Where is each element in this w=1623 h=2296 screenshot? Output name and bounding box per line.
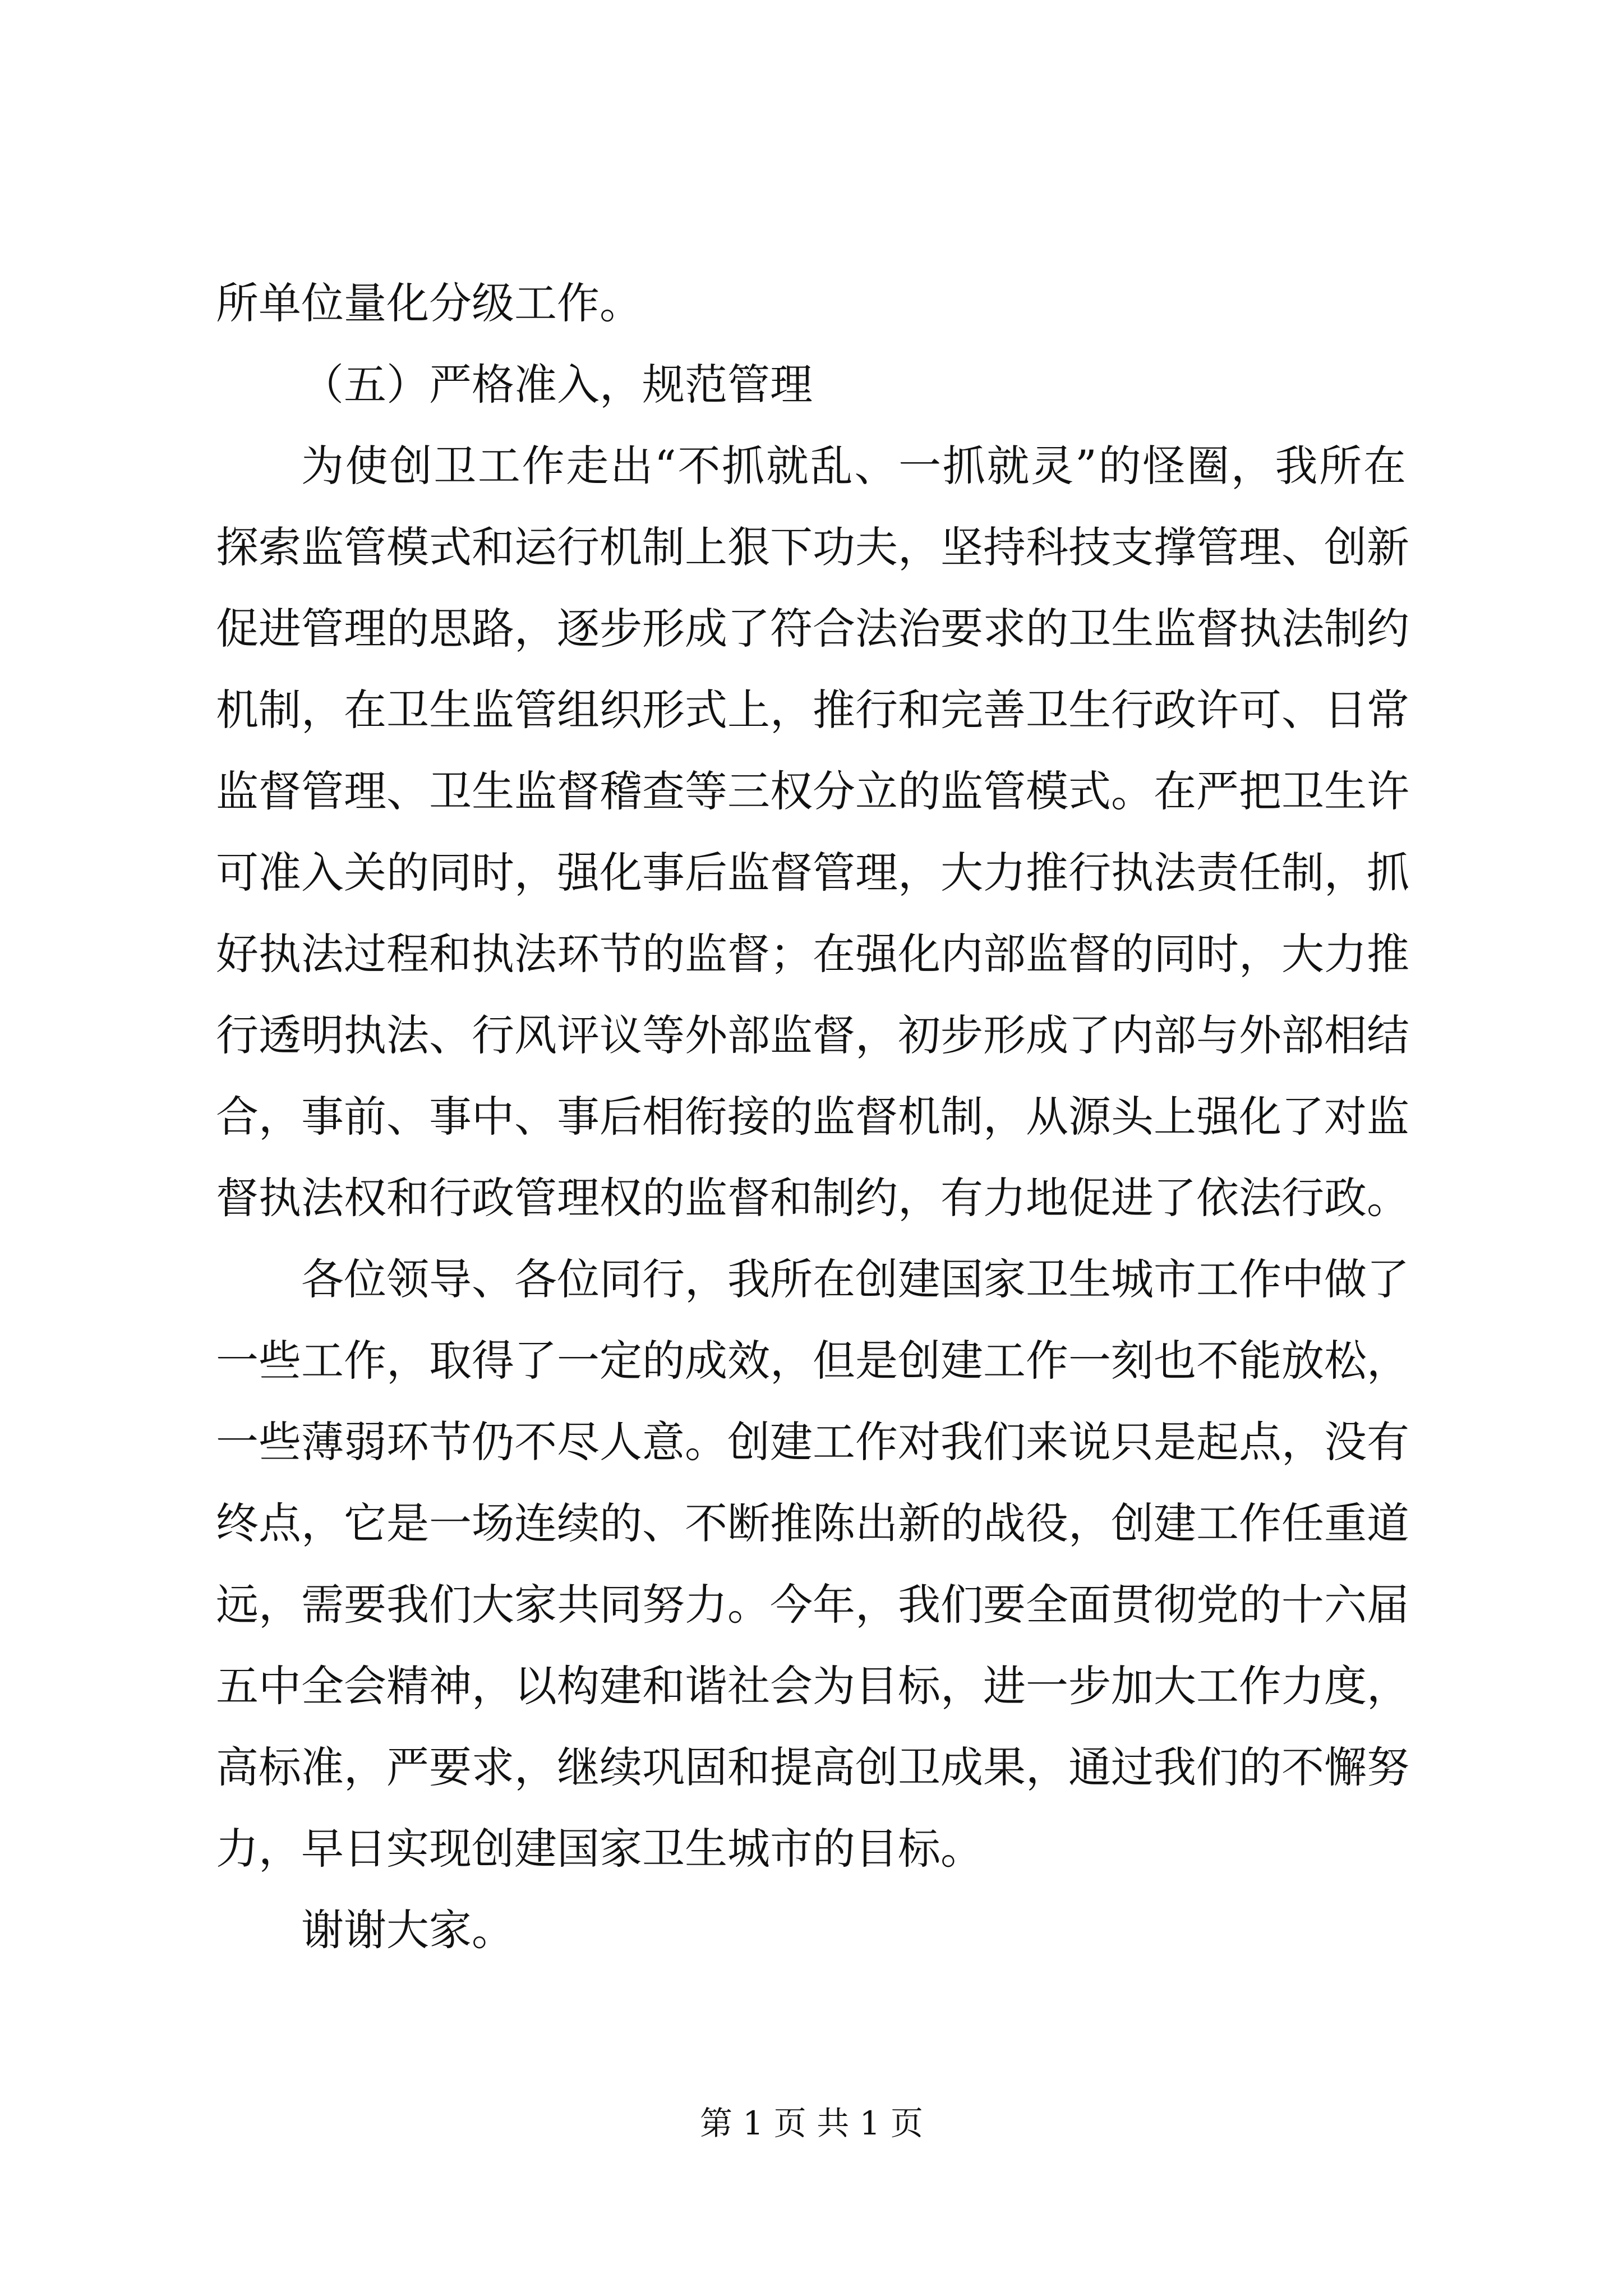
paragraph-line: 五中全会精神，以构建和谐社会为目标，进一步加大工作力度， — [216, 1661, 1409, 1711]
paragraph-line: 终点，它是一场连续的、不断推陈出新的战役，创建工作任重道 — [216, 1498, 1409, 1548]
paragraph-line: 远，需要我们大家共同努力。今年，我们要全面贯彻党的十六届 — [216, 1580, 1409, 1630]
paragraph-line: 督执法权和行政管理权的监督和制约，有力地促进了依法行政。 — [216, 1173, 1409, 1223]
paragraph-line: 好执法过程和执法环节的监督；在强化内部监督的同时，大力推 — [216, 929, 1409, 979]
document-body — [216, 263, 1409, 1971]
closing-line: 谢谢大家。 — [301, 1905, 514, 1955]
section-heading: （五）严格准入，规范管理 — [301, 360, 813, 409]
paragraph-line: 机制，在卫生监管组织形式上，推行和完善卫生行政许可、日常 — [216, 685, 1409, 735]
paragraph-line: 监督管理、卫生监督稽查等三权分立的监管模式。在严把卫生许 — [216, 766, 1409, 816]
paragraph-line: 高标准，严要求，继续巩固和提高创卫成果，通过我们的不懈努 — [216, 1742, 1409, 1792]
paragraph-line: 力，早日实现创建国家卫生城市的目标。 — [216, 1824, 983, 1874]
paragraph-line: 促进管理的思路，逐步形成了符合法治要求的卫生监督执法制约 — [216, 604, 1409, 654]
paragraph-line: 一些薄弱环节仍不尽人意。创建工作对我们来说只是起点，没有 — [216, 1417, 1409, 1467]
paragraph-line: 一些工作，取得了一定的成效，但是创建工作一刻也不能放松， — [216, 1336, 1409, 1386]
paragraph-line: 行透明执法、行风评议等外部监督，初步形成了内部与外部相结 — [216, 1010, 1409, 1060]
paragraph-line: 为使创卫工作走出“不抓就乱、一抓就灵”的怪圈，我所在 — [301, 441, 1406, 491]
paragraph-line: 各位领导、各位同行，我所在创建国家卫生城市工作中做了 — [301, 1254, 1409, 1304]
paragraph-line: 所单位量化分级工作。 — [216, 278, 642, 328]
page-footer: 第 1 页 共 1 页 — [700, 2104, 923, 2142]
paragraph-line: 合，事前、事中、事后相衔接的监督机制，从源头上强化了对监 — [216, 1092, 1409, 1142]
paragraph-line: 探索监管模式和运行机制上狠下功夫，坚持科技支撑管理、创新 — [216, 522, 1409, 572]
paragraph-line: 可准入关的同时，强化事后监督管理，大力推行执法责任制，抓 — [216, 848, 1409, 898]
